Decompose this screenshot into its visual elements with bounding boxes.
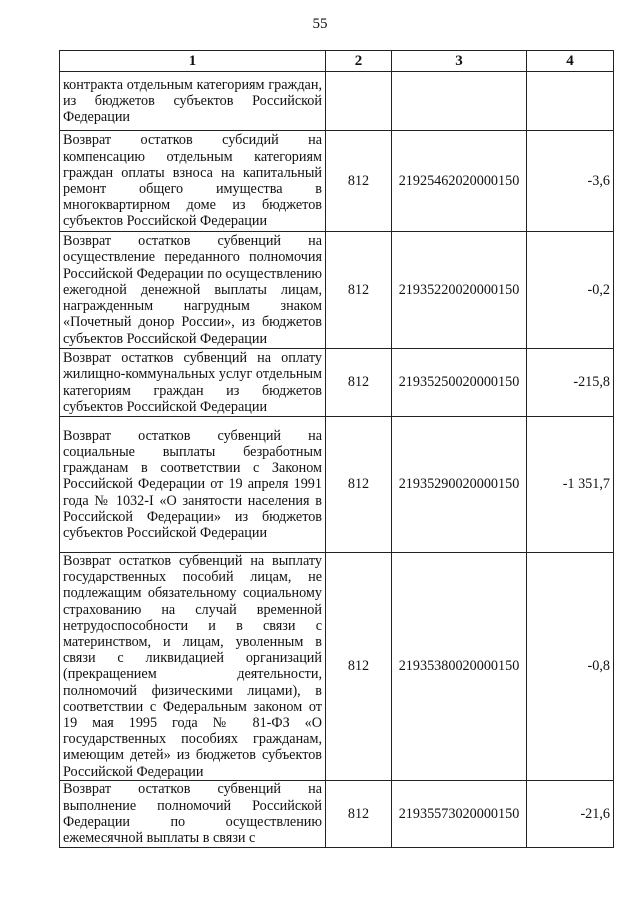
row-amount: -215,8	[527, 349, 614, 417]
row-budget-code	[392, 72, 527, 131]
row-admin-code: 812	[326, 131, 392, 232]
row-budget-code: 21925462020000150	[392, 131, 527, 232]
row-budget-code: 21935290020000150	[392, 417, 527, 553]
row-amount: -3,6	[527, 131, 614, 232]
row-amount: -0,8	[527, 553, 614, 781]
row-admin-code: 812	[326, 232, 392, 349]
table-row	[60, 553, 614, 781]
row-budget-code: 21935220020000150	[392, 232, 527, 349]
table-row	[60, 232, 614, 349]
budget-table	[59, 50, 614, 848]
table-header-row	[60, 51, 614, 72]
row-admin-code: 812	[326, 553, 392, 781]
row-admin-code: 812	[326, 417, 392, 553]
column-header-2: 2	[326, 51, 392, 72]
row-description: Возврат остатков субвенций на осуществление переданного полномочия Российской Федерации по осуществлению ежегодной денежной выплаты лицам, награжденным нагрудным знаком «Почетный донор России», из бюджетов субъектов Российской Федерации	[60, 232, 326, 349]
row-admin-code	[326, 72, 392, 131]
table-row	[60, 349, 614, 417]
column-header-1: 1	[60, 51, 326, 72]
row-description: Возврат остатков субвенций на выплату государственных пособий лицам, не подлежащим обязательному социальному страхованию на случай временной нетрудоспособности и в связи с материнством, и лицам, уволенным в связи с ликвидацией организаций (прекращением деятельности, полномочий физическими лицами), в соответствии с Федеральным законом от 19 мая 1995 года № 81-ФЗ «О государственных пособиях гражданам, имеющим детей» из бюджетов субъектов Российской Федерации	[60, 553, 326, 781]
column-header-4: 4	[527, 51, 614, 72]
row-amount: -1 351,7	[527, 417, 614, 553]
row-amount	[527, 72, 614, 131]
table-row	[60, 131, 614, 232]
row-admin-code: 812	[326, 349, 392, 417]
row-budget-code: 21935573020000150	[392, 780, 527, 847]
column-header-3: 3	[392, 51, 527, 72]
row-description: Возврат остатков субсидий на компенсацию отдельным категориям граждан оплаты взноса на капитальный ремонт общего имущества в многоквартирном доме из бюджетов субъектов Российской Федерации	[60, 131, 326, 232]
row-description: контракта отдельным категориям граждан, из бюджетов субъектов Российской Федерации	[60, 72, 326, 131]
table-row	[60, 72, 614, 131]
row-description: Возврат остатков субвенций на оплату жилищно-коммунальных услуг отдельным категориям граждан из бюджетов субъектов Российской Федерации	[60, 349, 326, 417]
row-amount: -21,6	[527, 780, 614, 847]
row-budget-code: 21935380020000150	[392, 553, 527, 781]
row-description: Возврат остатков субвенций на социальные выплаты безработным гражданам в соответствии с Законом Российской Федерации от 19 апреля 1991 года № 1032-I «О занятости населения в Российской Федерации» из бюджетов субъектов Российской Федерации	[60, 417, 326, 553]
row-amount: -0,2	[527, 232, 614, 349]
table-row	[60, 417, 614, 553]
row-admin-code: 812	[326, 780, 392, 847]
page-number: 55	[312, 16, 328, 32]
row-description: Возврат остатков субвенций на выполнение полномочий Российской Федерации по осуществлению ежемесячной выплаты в связи с	[60, 780, 326, 847]
table-row	[60, 780, 614, 847]
row-budget-code: 21935250020000150	[392, 349, 527, 417]
